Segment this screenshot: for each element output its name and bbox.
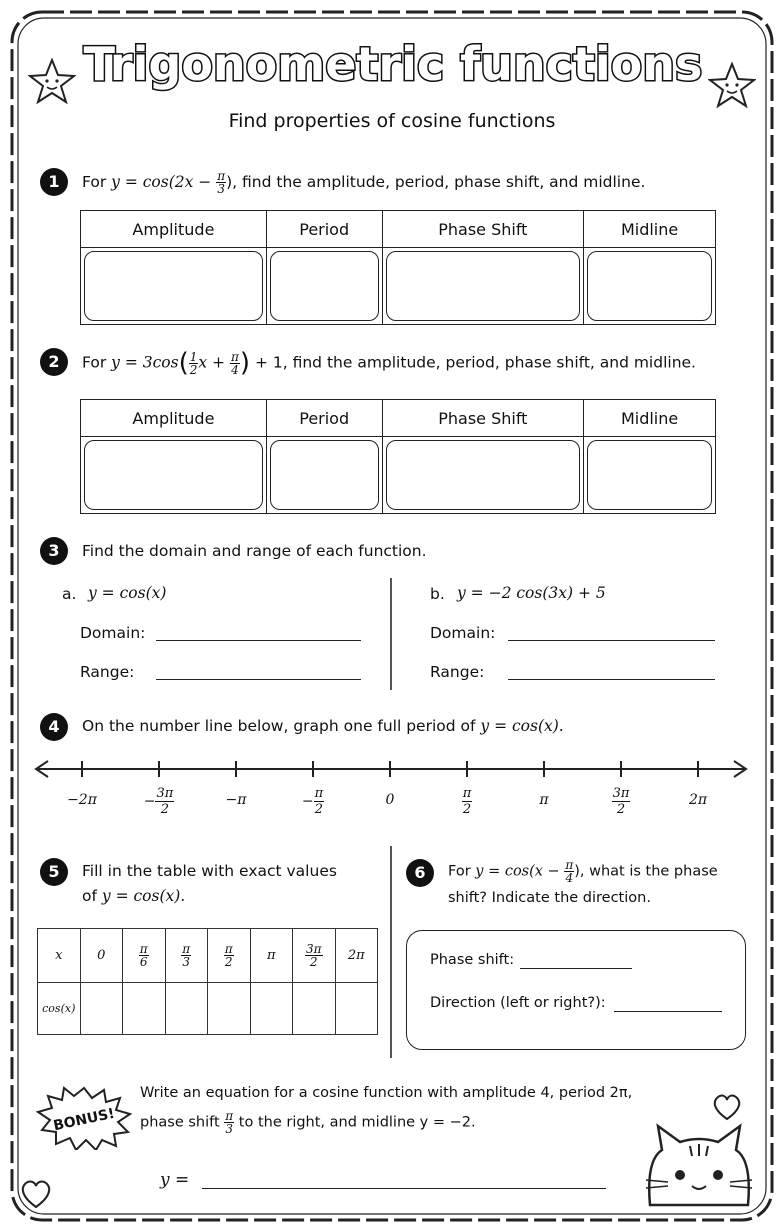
frac-denominator: 3: [225, 1122, 234, 1136]
x-value-text: 2π: [347, 948, 365, 963]
bonus-badge: [36, 1086, 132, 1150]
q5-line2: [82, 887, 185, 905]
cat-icon: [640, 1120, 758, 1210]
q2-properties-table: [80, 399, 716, 514]
q1-fraction: [216, 170, 226, 195]
answer-cell[interactable]: [382, 248, 584, 325]
answer-cell[interactable]: [266, 248, 382, 325]
question-number-4: 4: [40, 713, 68, 741]
direction-label: Direction (left or right?):: [430, 995, 606, 1011]
q1-properties-table: [80, 210, 716, 325]
tick-label: − $\frac{\pi}{2}$: [301, 786, 324, 817]
q2-eq-start: y = 3cos: [111, 353, 179, 372]
cos-answer-cell[interactable]: [80, 983, 123, 1035]
frac-denominator: 2: [189, 362, 198, 377]
q3b-equation: y = −2 cos(3x) + 5: [457, 584, 606, 602]
tick-label: −π: [225, 792, 247, 808]
bonus-line2-prefix: phase shift: [140, 1114, 220, 1131]
q6-line2: shift? Indicate the direction.: [448, 890, 651, 906]
question-4-text: [82, 717, 564, 735]
heart-icon: [710, 1092, 744, 1122]
tick-label: $\frac{\pi}{2}$: [462, 786, 472, 817]
cos-label: [38, 983, 81, 1035]
answer-cell[interactable]: [584, 248, 716, 325]
q6-suffix: ), what is the phase: [574, 863, 718, 880]
q3b-domain-blank[interactable]: [508, 624, 715, 641]
q6-prefix: For: [448, 863, 471, 880]
answer-box[interactable]: [587, 440, 712, 510]
cos-answer-cell[interactable]: [165, 983, 208, 1035]
x-label-text: x: [55, 948, 63, 963]
bonus-badge-text: BONUS!: [51, 1105, 117, 1135]
answer-box[interactable]: [386, 251, 581, 321]
header-period: Period: [266, 400, 382, 437]
x-label: [38, 929, 81, 983]
star-smiley-icon: [708, 62, 756, 110]
frac-numerator: π: [230, 349, 239, 364]
x-value: [335, 929, 378, 983]
q3a-range-label: Range:: [80, 663, 135, 681]
direction-blank[interactable]: [614, 995, 722, 1012]
q6-line1: [448, 859, 718, 884]
answer-box[interactable]: [270, 440, 379, 510]
bonus-line1: Write an equation for a cosine function with amplitude 4, period 2π,: [140, 1085, 633, 1101]
answer-box[interactable]: [270, 251, 379, 321]
bonus-answer-label: y =: [160, 1170, 190, 1190]
subtitle: Find properties of cosine functions: [228, 110, 556, 132]
bonus-line2: [140, 1110, 476, 1135]
frac-denominator: 4: [565, 871, 574, 885]
q1-equation: y = cos(2x −: [111, 173, 212, 191]
frac-numerator: 1: [189, 349, 198, 364]
header-period: Period: [266, 211, 382, 248]
page-title: [78, 28, 708, 98]
q3a-label: a.: [62, 585, 77, 603]
q2-prefix: For: [82, 353, 107, 372]
frac-denominator: 4: [231, 362, 239, 377]
values-table: [37, 928, 378, 1035]
answer-box[interactable]: [84, 440, 263, 510]
answer-cell[interactable]: [266, 437, 382, 514]
q3a-equation: y = cos(x): [88, 584, 167, 602]
q3b-label: b.: [430, 585, 445, 603]
question-number-2: 2: [40, 348, 68, 376]
cos-label-text: cos(x): [42, 1002, 76, 1015]
answer-box[interactable]: [587, 251, 712, 321]
q3a-domain-blank[interactable]: [156, 624, 361, 641]
q4-text: On the number line below, graph one full period of: [82, 717, 476, 735]
question-number-6: 6: [406, 859, 434, 887]
question-3-text: Find the domain and range of each function.: [82, 542, 427, 560]
frac-numerator: π: [225, 1109, 234, 1123]
q5-equation: y = cos(x).: [101, 887, 186, 905]
header-phase-shift: Phase Shift: [382, 211, 584, 248]
star-smiley-icon: [28, 58, 76, 106]
answer-box[interactable]: [386, 440, 581, 510]
q5-line1: Fill in the table with exact values: [82, 862, 337, 880]
x-value: [250, 929, 293, 983]
answer-box[interactable]: [84, 251, 263, 321]
phase-shift-label: Phase shift:: [430, 952, 515, 968]
cos-answer-cell[interactable]: [335, 983, 378, 1035]
q5-line2-prefix: of: [82, 887, 97, 905]
q6-answer-box: [406, 930, 746, 1050]
heart-icon: [18, 1178, 54, 1210]
answer-cell[interactable]: [382, 437, 584, 514]
question-number-1: 1: [40, 168, 68, 196]
tick-label: 0: [385, 792, 395, 808]
question-number-3: 3: [40, 537, 68, 565]
header-amplitude: Amplitude: [81, 400, 267, 437]
q3b-range-blank[interactable]: [508, 663, 715, 680]
x-value: $\frac{\pi}{3}$: [165, 929, 208, 983]
q3b-range-label: Range:: [430, 663, 485, 681]
cos-answer-cell[interactable]: [250, 983, 293, 1035]
x-value: $\frac{\pi}{2}$: [208, 929, 251, 983]
answer-cell[interactable]: [584, 437, 716, 514]
number-line[interactable]: [30, 755, 754, 785]
bonus-answer-blank[interactable]: [202, 1170, 606, 1189]
header-midline: Midline: [584, 400, 716, 437]
header-midline: Midline: [584, 211, 716, 248]
x-value-text: π: [266, 948, 276, 963]
q6-fraction: [564, 859, 574, 884]
tick-label: −2π: [67, 792, 97, 808]
answer-cell[interactable]: [81, 248, 267, 325]
cos-answer-cell[interactable]: [208, 983, 251, 1035]
tick-label: $\frac{3\pi}{2}$: [612, 786, 630, 817]
answer-cell[interactable]: [81, 437, 267, 514]
frac-denominator: 3: [217, 182, 225, 196]
x-value: [80, 929, 123, 983]
divider: [390, 846, 392, 1058]
q1-suffix: ), find the amplitude, period, phase shift, and midline.: [226, 173, 646, 191]
tick-label: − $\frac{3\pi}{2}$: [143, 786, 174, 817]
cos-answer-cell[interactable]: [293, 983, 336, 1035]
header-amplitude: Amplitude: [81, 211, 267, 248]
bonus-fraction: [224, 1110, 234, 1135]
q3a-domain-label: Domain:: [80, 624, 146, 642]
question-2-text: For y = 3cos( $\frac{1}{2}$ x + $\frac{\pi}{4}$ ) + 1, find the amplitude, period, phase shift, and midline.: [82, 348, 696, 378]
q6-equation: y = cos(x −: [475, 863, 560, 880]
cos-answer-cell[interactable]: [123, 983, 166, 1035]
q2-eq-mid: x +: [198, 353, 226, 372]
question-1-text: [82, 170, 645, 195]
tick-label: 2π: [688, 792, 708, 808]
q4-equation: y = cos(x).: [480, 717, 564, 735]
question-number-5: 5: [40, 858, 68, 886]
divider: [390, 578, 392, 690]
header-phase-shift: Phase Shift: [382, 400, 584, 437]
q2-fraction-1: [189, 351, 199, 376]
frac-numerator: π: [565, 858, 574, 872]
x-value: $\frac{\pi}{6}$: [123, 929, 166, 983]
frac-numerator: π: [217, 169, 226, 183]
q2-fraction-2: [230, 351, 240, 376]
tick-label: π: [539, 792, 549, 808]
bonus-line2-suffix: to the right, and midline y = −2.: [238, 1114, 476, 1131]
x-value: $\frac{3\pi}{2}$: [293, 929, 336, 983]
q3a-range-blank[interactable]: [156, 663, 361, 680]
q1-prefix: For: [82, 173, 107, 191]
q2-suffix: + 1, find the amplitude, period, phase shift, and midline.: [254, 353, 696, 372]
x-value-text: 0: [97, 948, 106, 963]
q3b-domain-label: Domain:: [430, 624, 496, 642]
phase-shift-blank[interactable]: [520, 952, 632, 969]
title-text: Trigonometric functions: [83, 37, 703, 91]
